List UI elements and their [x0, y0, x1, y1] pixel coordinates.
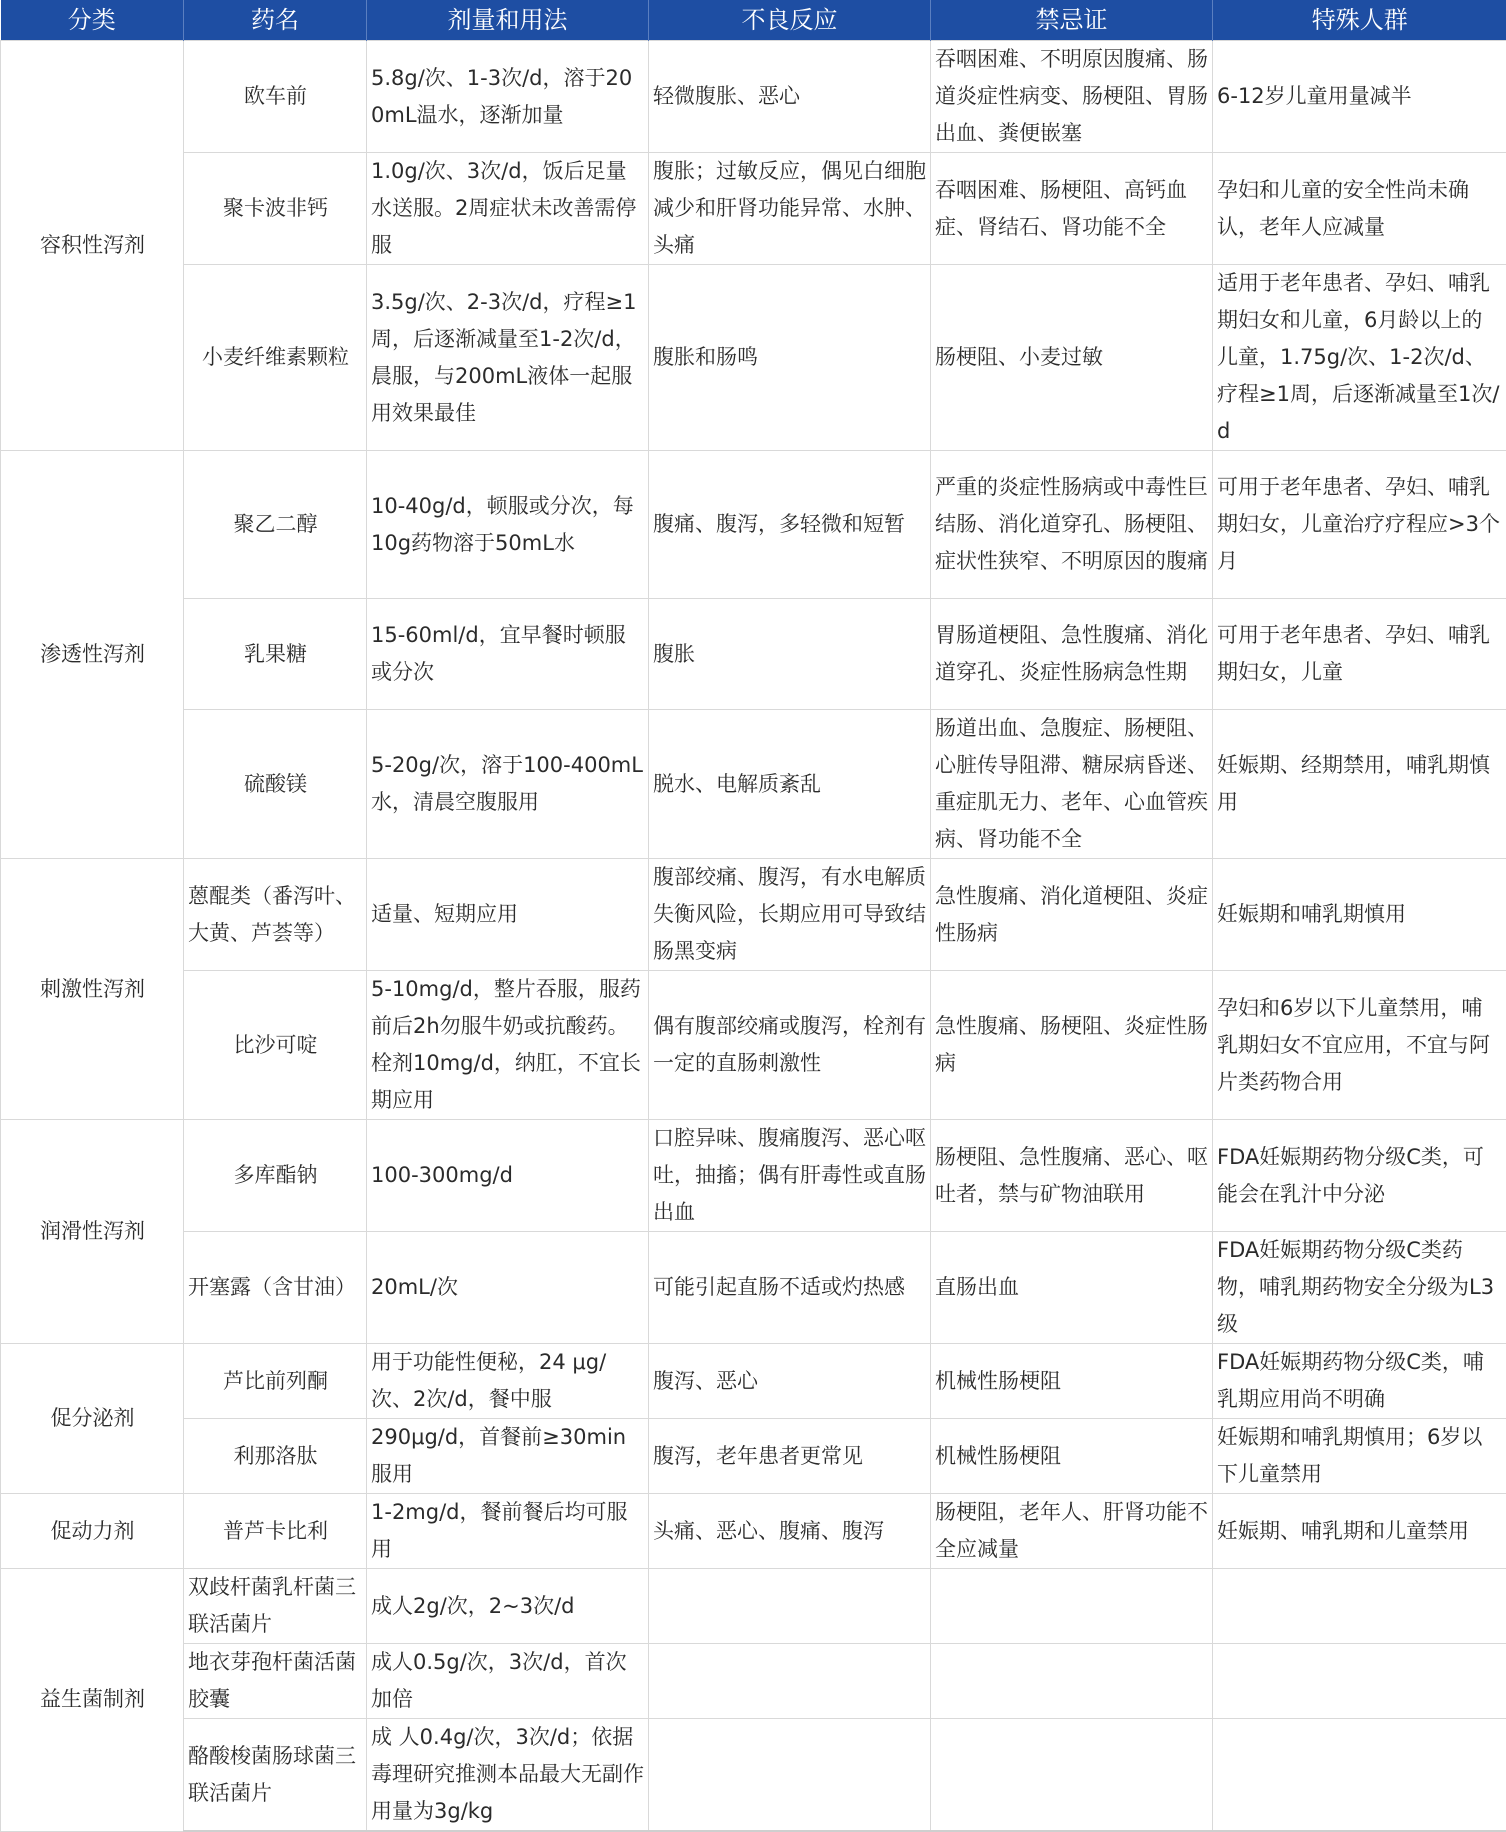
special-population-cell: 可用于老年患者、孕妇、哺乳期妇女，儿童: [1213, 599, 1506, 710]
dosage-cell: 5.8g/次、1-3次/d，溶于200mL温水，逐渐加量: [367, 41, 649, 153]
table-row: [1, 710, 1506, 859]
dosage-cell: 1.0g/次、3次/d，饭后足量水送服。2周症状未改善需停服: [367, 153, 649, 265]
special-population-cell: FDA妊娠期药物分级C类，可能会在乳汁中分泌: [1213, 1120, 1506, 1232]
drug-name-cell: 乳果糖: [184, 599, 367, 710]
contraindication-cell: 肠梗阻、小麦过敏: [931, 265, 1213, 451]
contraindication-cell: 急性腹痛、肠梗阻、炎症性肠病: [931, 971, 1213, 1120]
special-population-cell: 适用于老年患者、孕妇、哺乳期妇女和儿童，6月龄以上的儿童，1.75g/次、1-2次/d、疗程≥1周，后逐渐减量至1次/d: [1213, 265, 1506, 451]
adverse-cell: 脱水、电解质紊乱: [649, 710, 931, 859]
drug-name-cell: 开塞露（含甘油）: [184, 1232, 367, 1344]
category-cell: 促分泌剂: [1, 1344, 184, 1494]
contraindication-cell: 胃肠道梗阻、急性腹痛、消化道穿孔、炎症性肠病急性期: [931, 599, 1213, 710]
header-special-populations: 特殊人群: [1213, 0, 1506, 41]
contraindication-cell: 直肠出血: [931, 1232, 1213, 1344]
drug-name-cell: 聚卡波非钙: [184, 153, 367, 265]
adverse-cell: 头痛、恶心、腹痛、腹泻: [649, 1494, 931, 1569]
special-population-cell: 可用于老年患者、孕妇、哺乳期妇女，儿童治疗疗程应>3个月: [1213, 451, 1506, 599]
special-population-cell: [1213, 1644, 1506, 1719]
contraindication-cell: [931, 1719, 1213, 1832]
drug-name-cell: 比沙可啶: [184, 971, 367, 1120]
adverse-cell: 腹部绞痛、腹泻，有水电解质失衡风险，长期应用可导致结肠黑变病: [649, 859, 931, 971]
category-cell: 容积性泻剂: [1, 41, 184, 451]
dosage-cell: 20mL/次: [367, 1232, 649, 1344]
special-population-cell: [1213, 1569, 1506, 1644]
special-population-cell: FDA妊娠期药物分级C类药物，哺乳期药物安全分级为L3级: [1213, 1232, 1506, 1344]
contraindication-cell: 肠梗阻、急性腹痛、恶心、呕吐者，禁与矿物油联用: [931, 1120, 1213, 1232]
dosage-cell: 用于功能性便秘，24 μg/次、2次/d，餐中服: [367, 1344, 649, 1419]
drug-name-cell: 芦比前列酮: [184, 1344, 367, 1419]
adverse-cell: 轻微腹胀、恶心: [649, 41, 931, 153]
header-adverse-reactions: 不良反应: [649, 0, 931, 41]
dosage-cell: 成人2g/次，2~3次/d: [367, 1569, 649, 1644]
drug-name-cell: 欧车前: [184, 41, 367, 153]
drug-name-cell: 双歧杆菌乳杆菌三联活菌片: [184, 1569, 367, 1644]
contraindication-cell: 严重的炎症性肠病或中毒性巨结肠、消化道穿孔、肠梗阻、症状性狭窄、不明原因的腹痛: [931, 451, 1213, 599]
table-row: [1, 859, 1506, 971]
special-population-cell: [1213, 1719, 1506, 1832]
table-row: [1, 451, 1506, 599]
dosage-cell: 290μg/d，首餐前≥30min服用: [367, 1419, 649, 1494]
drug-name-cell: 利那洛肽: [184, 1419, 367, 1494]
adverse-cell: 口腔异味、腹痛腹泻、恶心呕吐，抽搐；偶有肝毒性或直肠出血: [649, 1120, 931, 1232]
category-cell: 渗透性泻剂: [1, 451, 184, 859]
adverse-cell: 偶有腹部绞痛或腹泻，栓剂有一定的直肠刺激性: [649, 971, 931, 1120]
drug-name-cell: 地衣芽孢杆菌活菌胶囊: [184, 1644, 367, 1719]
table-row: [1, 153, 1506, 265]
adverse-cell: 腹胀和肠鸣: [649, 265, 931, 451]
adverse-cell: [649, 1569, 931, 1644]
dosage-cell: 100-300mg/d: [367, 1120, 649, 1232]
header-dosage: 剂量和用法: [367, 0, 649, 41]
dosage-cell: 成 人0.4g/次，3次/d；依据毒理研究推测本品最大无副作用量为3g/kg: [367, 1719, 649, 1832]
table-row: [1, 1569, 1506, 1644]
contraindication-cell: 机械性肠梗阻: [931, 1344, 1213, 1419]
dosage-cell: 适量、短期应用: [367, 859, 649, 971]
dosage-cell: 1-2mg/d，餐前餐后均可服用: [367, 1494, 649, 1569]
table-row: [1, 1719, 1506, 1832]
table-row: [1, 971, 1506, 1120]
drug-name-cell: 多库酯钠: [184, 1120, 367, 1232]
special-population-cell: 妊娠期和哺乳期慎用: [1213, 859, 1506, 971]
category-cell: 润滑性泻剂: [1, 1120, 184, 1344]
category-cell: 刺激性泻剂: [1, 859, 184, 1120]
dosage-cell: 10-40g/d，顿服或分次，每10g药物溶于50mL水: [367, 451, 649, 599]
contraindication-cell: 肠梗阻，老年人、肝肾功能不全应减量: [931, 1494, 1213, 1569]
adverse-cell: 腹胀；过敏反应，偶见白细胞减少和肝肾功能异常、水肿、头痛: [649, 153, 931, 265]
adverse-cell: 腹泻，老年患者更常见: [649, 1419, 931, 1494]
drug-name-cell: 聚乙二醇: [184, 451, 367, 599]
header-drug-name: 药名: [184, 0, 367, 41]
contraindication-cell: 急性腹痛、消化道梗阻、炎症性肠病: [931, 859, 1213, 971]
dosage-cell: 5-20g/次，溶于100-400mL水，清晨空腹服用: [367, 710, 649, 859]
special-population-cell: 孕妇和6岁以下儿童禁用，哺乳期妇女不宜应用，不宜与阿片类药物合用: [1213, 971, 1506, 1120]
adverse-cell: 腹泻、恶心: [649, 1344, 931, 1419]
category-cell: 益生菌制剂: [1, 1569, 184, 1832]
table-header-row: [1, 0, 1506, 41]
contraindication-cell: 吞咽困难、不明原因腹痛、肠道炎症性病变、肠梗阻、胃肠出血、粪便嵌塞: [931, 41, 1213, 153]
adverse-cell: 腹胀: [649, 599, 931, 710]
adverse-cell: [649, 1719, 931, 1832]
contraindication-cell: 机械性肠梗阻: [931, 1419, 1213, 1494]
contraindication-cell: [931, 1569, 1213, 1644]
special-population-cell: 6-12岁儿童用量减半: [1213, 41, 1506, 153]
drug-name-cell: 普芦卡比利: [184, 1494, 367, 1569]
contraindication-cell: [931, 1644, 1213, 1719]
special-population-cell: 妊娠期和哺乳期慎用；6岁以下儿童禁用: [1213, 1419, 1506, 1494]
dosage-cell: 5-10mg/d，整片吞服，服药前后2h勿服牛奶或抗酸药。栓剂10mg/d，纳肛，不宜长期应用: [367, 971, 649, 1120]
adverse-cell: [649, 1644, 931, 1719]
contraindication-cell: 肠道出血、急腹症、肠梗阻、心脏传导阻滞、糖尿病昏迷、重症肌无力、老年、心血管疾病、肾功能不全: [931, 710, 1213, 859]
table-row: [1, 1494, 1506, 1569]
special-population-cell: 孕妇和儿童的安全性尚未确认，老年人应减量: [1213, 153, 1506, 265]
special-population-cell: 妊娠期、经期禁用，哺乳期慎用: [1213, 710, 1506, 859]
table-row: [1, 599, 1506, 710]
table-row: [1, 41, 1506, 153]
adverse-cell: 可能引起直肠不适或灼热感: [649, 1232, 931, 1344]
table-row: [1, 1120, 1506, 1232]
drug-name-cell: 硫酸镁: [184, 710, 367, 859]
drug-name-cell: 小麦纤维素颗粒: [184, 265, 367, 451]
dosage-cell: 15-60ml/d，宜早餐时顿服或分次: [367, 599, 649, 710]
dosage-cell: 成人0.5g/次，3次/d，首次加倍: [367, 1644, 649, 1719]
special-population-cell: FDA妊娠期药物分级C类，哺乳期应用尚不明确: [1213, 1344, 1506, 1419]
adverse-cell: 腹痛、腹泻，多轻微和短暂: [649, 451, 931, 599]
dosage-cell: 3.5g/次、2-3次/d，疗程≥1周，后逐渐减量至1-2次/d，晨服，与200mL液体一起服用效果最佳: [367, 265, 649, 451]
table-row: [1, 1232, 1506, 1344]
table-row: [1, 1344, 1506, 1419]
table-row: [1, 1419, 1506, 1494]
contraindication-cell: 吞咽困难、肠梗阻、高钙血症、肾结石、肾功能不全: [931, 153, 1213, 265]
special-population-cell: 妊娠期、哺乳期和儿童禁用: [1213, 1494, 1506, 1569]
header-category: 分类: [1, 0, 184, 41]
drug-name-cell: 蒽醌类（番泻叶、大黄、芦荟等）: [184, 859, 367, 971]
table-row: [1, 1644, 1506, 1719]
drug-name-cell: 酪酸梭菌肠球菌三联活菌片: [184, 1719, 367, 1832]
category-cell: 促动力剂: [1, 1494, 184, 1569]
header-contraindications: 禁忌证: [931, 0, 1213, 41]
table-row: [1, 265, 1506, 451]
